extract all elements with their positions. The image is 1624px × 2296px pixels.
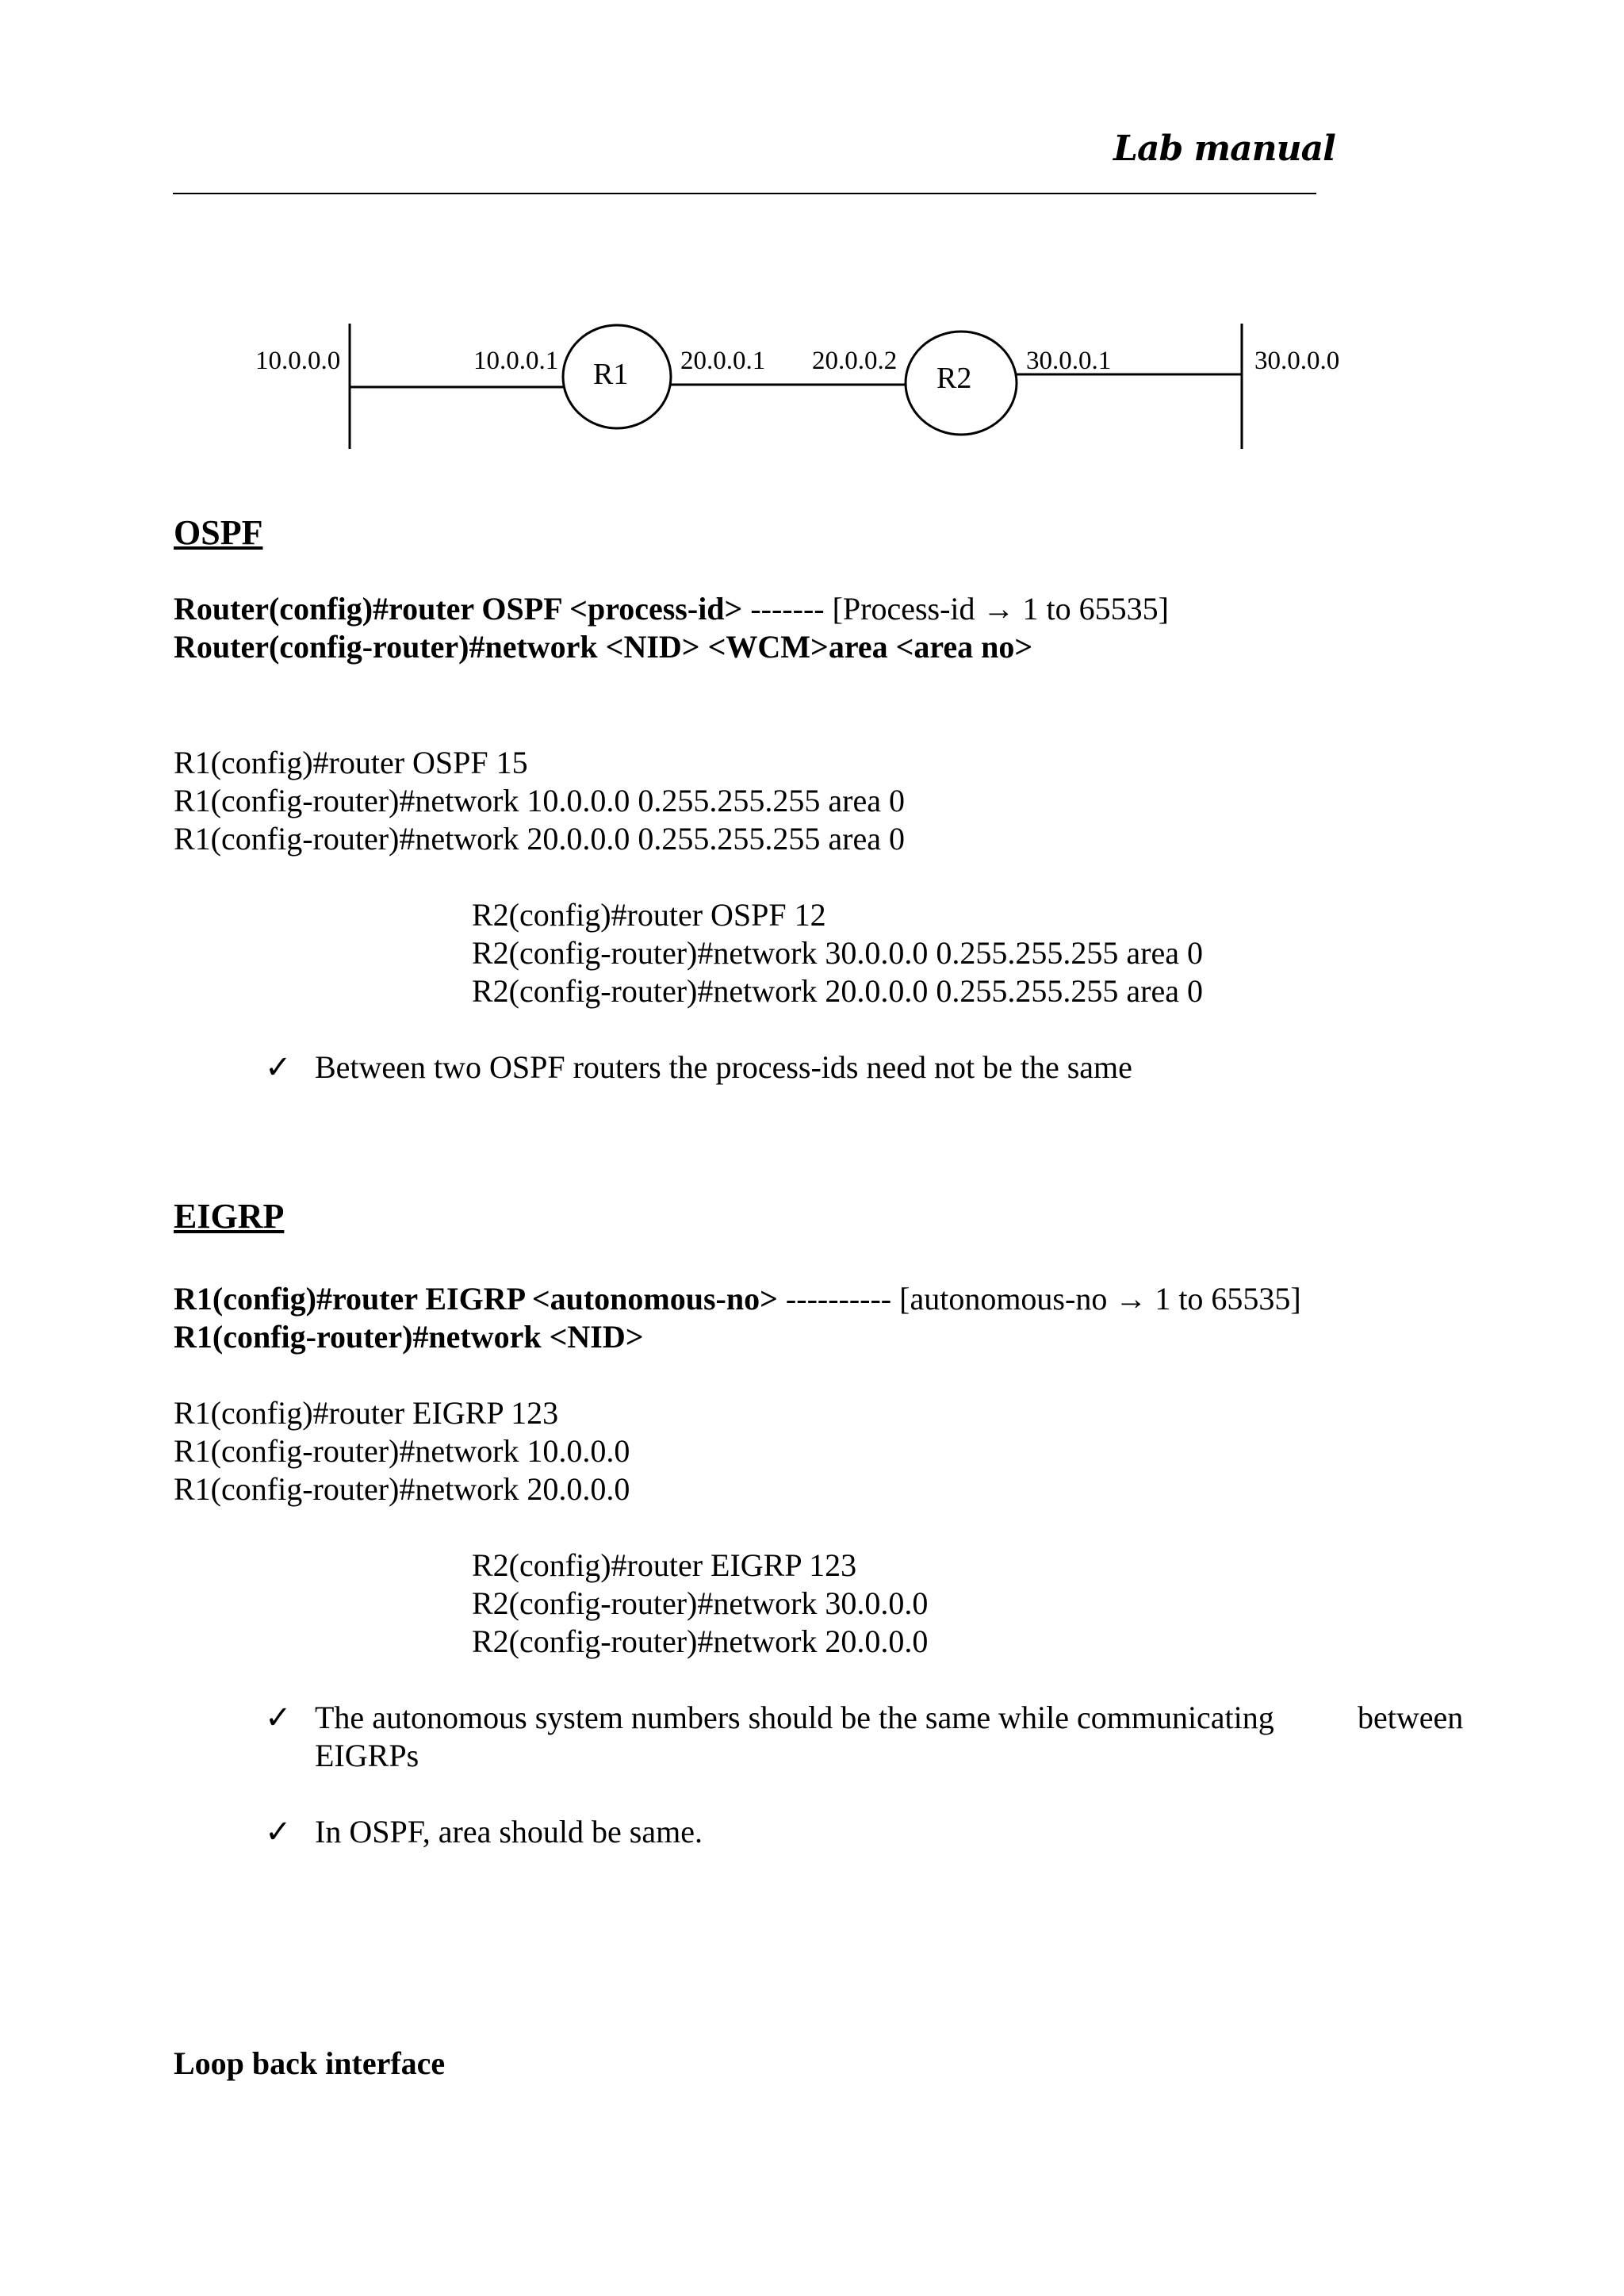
ospf-r2-config-line: R2(config)#router OSPF 12 (472, 897, 826, 933)
arrow-icon: → (982, 591, 1015, 627)
right-network-label: 30.0.0.0 (1254, 347, 1340, 375)
ospf-r1-config-line: R1(config)#router OSPF 15 (174, 745, 528, 780)
loopback-heading: Loop back interface (174, 2045, 446, 2081)
ospf-heading: OSPF (174, 513, 263, 552)
eigrp-note-1-line-2: EIGRPs (315, 1738, 419, 1773)
ospf-syntax-line-1 (174, 590, 1169, 628)
network-diagram (0, 301, 1624, 460)
eigrp-syntax-range: ---------- [autonomous-no (777, 1281, 1116, 1317)
ospf-syntax-range-tail: 1 to 65535] (1014, 591, 1169, 627)
checkmark-icon: ✓ (265, 1814, 292, 1849)
ospf-syntax-range: ------- [Process-id (742, 591, 983, 627)
ospf-syntax-command: Router(config)#router OSPF <process-id> (174, 591, 743, 627)
ospf-r2-config-line: R2(config-router)#network 20.0.0.0 0.255.255.255 area 0 (472, 973, 1203, 1009)
ospf-r2-config-line: R2(config-router)#network 30.0.0.0 0.255.255.255 area 0 (472, 935, 1203, 971)
header-divider (173, 193, 1316, 194)
r1-name-label: R1 (593, 358, 629, 391)
eigrp-r2-config-line: R2(config)#router EIGRP 123 (472, 1547, 857, 1583)
eigrp-r1-config-line: R1(config-router)#network 10.0.0.0 (174, 1433, 630, 1469)
r2-right-ip-label: 30.0.0.1 (1026, 347, 1112, 375)
eigrp-r1-config-line: R1(config)#router EIGRP 123 (174, 1395, 559, 1431)
eigrp-syntax-line-2: R1(config-router)#network <NID> (174, 1319, 644, 1355)
r1-left-ip-label: 10.0.0.1 (473, 347, 559, 375)
eigrp-r2-config-line: R2(config-router)#network 30.0.0.0 (472, 1585, 929, 1621)
eigrp-r2-config-line: R2(config-router)#network 20.0.0.0 (472, 1623, 929, 1659)
r1-right-ip-label: 20.0.0.1 (680, 347, 766, 375)
ospf-r1-config-line: R1(config-router)#network 20.0.0.0 0.255.255.255 area 0 (174, 821, 905, 857)
ospf-syntax-line-2: Router(config-router)#network <NID> <WCM>area <area no> (174, 629, 1033, 665)
eigrp-note-2: In OSPF, area should be same. (315, 1814, 703, 1849)
r2-name-label: R2 (936, 362, 972, 395)
eigrp-r1-config-line: R1(config-router)#network 20.0.0.0 (174, 1471, 630, 1507)
page-header-title: Lab manual (1113, 128, 1335, 169)
checkmark-icon: ✓ (265, 1049, 292, 1085)
ospf-note: Between two OSPF routers the process-ids need not be the same (315, 1049, 1132, 1085)
eigrp-note-1-line-1-end: between (1358, 1700, 1464, 1735)
eigrp-heading: EIGRP (174, 1197, 285, 1236)
ospf-r1-config-line: R1(config-router)#network 10.0.0.0 0.255.255.255 area 0 (174, 783, 905, 818)
r2-left-ip-label: 20.0.0.2 (812, 347, 898, 375)
checkmark-icon: ✓ (265, 1700, 292, 1735)
eigrp-syntax-line-1 (174, 1280, 1301, 1318)
eigrp-syntax-command: R1(config)#router EIGRP <autonomous-no> (174, 1281, 778, 1317)
arrow-icon: → (1115, 1281, 1147, 1317)
left-network-label: 10.0.0.0 (255, 347, 341, 375)
eigrp-note-1-line-1: The autonomous system numbers should be the same while communicating (315, 1700, 1274, 1735)
eigrp-syntax-range-tail: 1 to 65535] (1147, 1281, 1301, 1317)
